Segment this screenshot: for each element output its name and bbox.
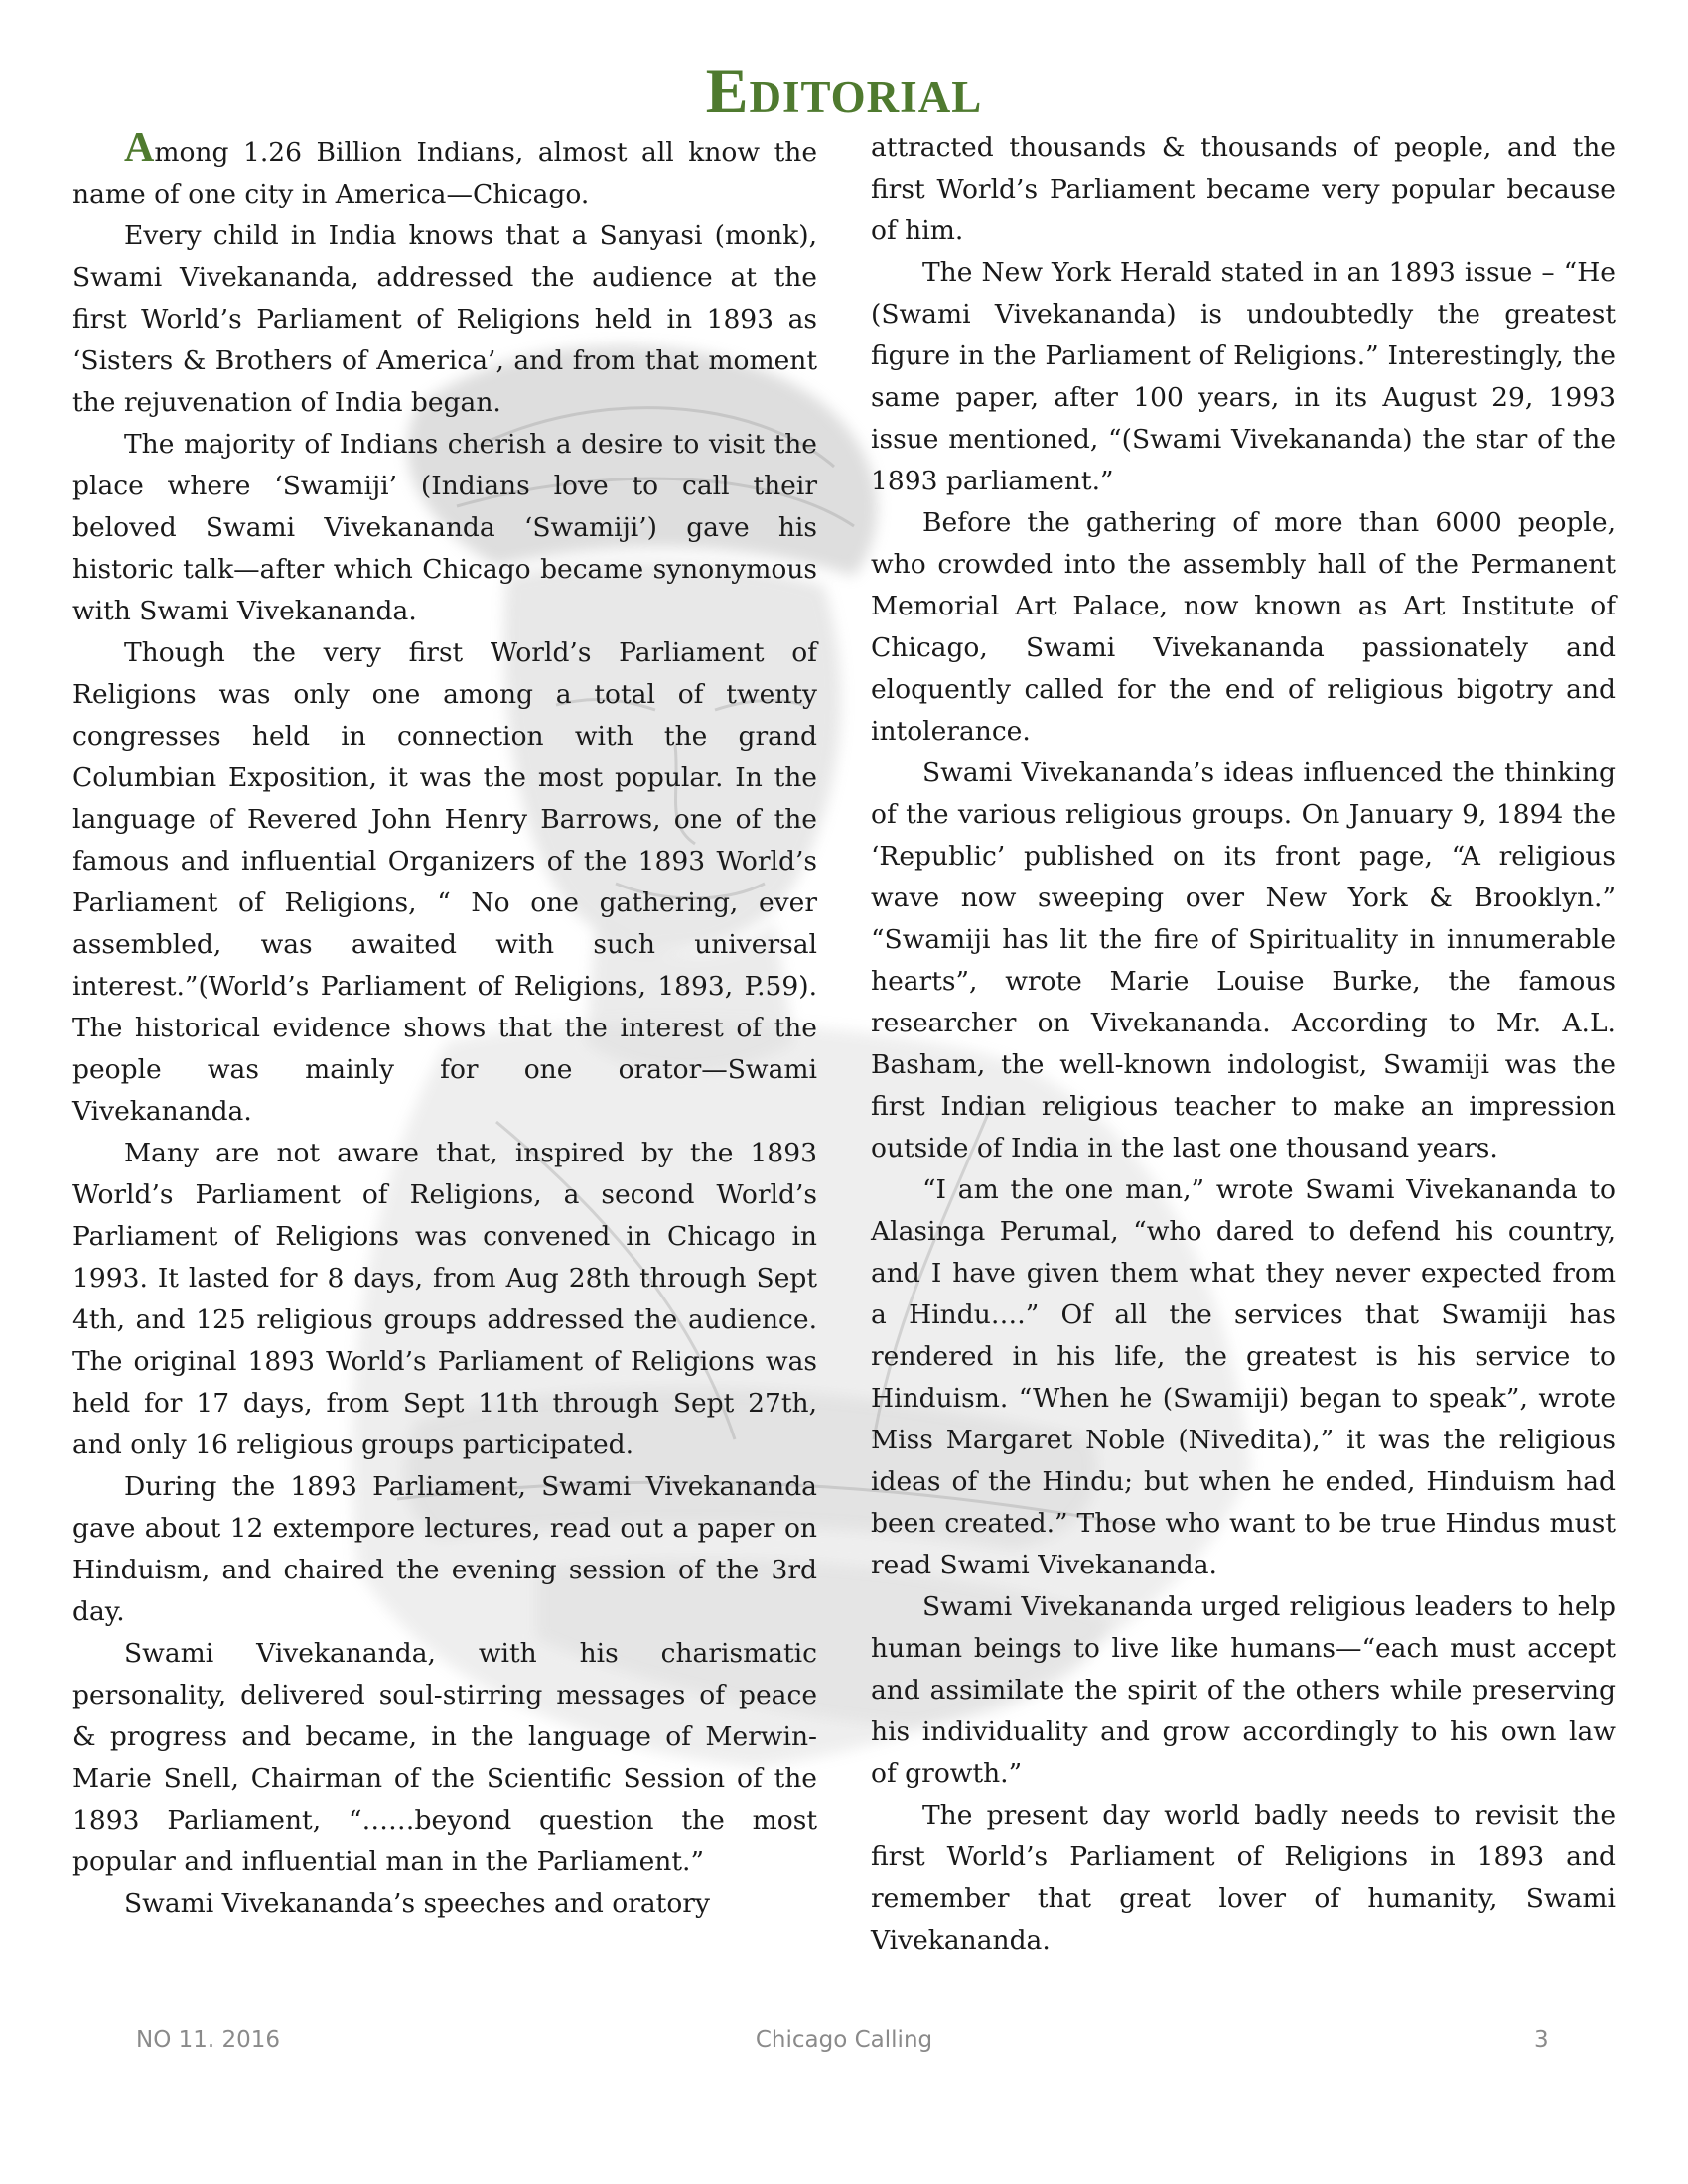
article-paragraph-5: Many are not aware that, inspired by the 1893 World’s Parliament of Religions, a second World’s Parliament of Religions was convened in Chicago in 1993. It lasted for 8 days, from Aug 28th through Sept 4th, and 125 religious groups addressed the audience. The original 1893 World’s Parliament of Religions was held for 17 days, from Sept 11th through Sept 27th, and only 16 religious groups participated. [72,1138,817,1460]
page-footer [0,2027,1688,2061]
paragraph-text: mong 1.26 Billion Indians, almost all know the name of one city in America—Chicago. [72,137,817,209]
article-paragraph-4: Though the very first World’s Parliament of Religions was only one among a total of twenty congresses held in connection with the grand Columbian Exposition, it was the most popular. In the language of Revered John Henry Barrows, one of the famous and influential Organizers of the 1893 World’s Parliament of Religions, “ No one gathering, ever assembled, was awaited with such universal interest.”(World’s Parliament of Religions, 1893, P.59). The historical evidence shows that the interest of the people was mainly for one orator—Swami Vivekananda. [72,637,817,1127]
article-paragraph-13: Swami Vivekananda urged religious leaders to help human beings to live like humans—“each must accept and assimilate the spirit of the others while preserving his individuality and grow accordingly to his own law of growth.” [871,1591,1616,1789]
article-paragraph-6: During the 1893 Parliament, Swami Vivekananda gave about 12 extempore lectures, read out a paper on Hinduism, and chaired the evening session of the 3rd day. [72,1471,817,1627]
drop-cap: A [124,125,155,171]
article-paragraph-9: The New York Herald stated in an 1893 issue – “He (Swami Vivekananda) is undoubtedly the greatest figure in the Parliament of Religions.” Interestingly, the same paper, after 100 years, in its August 29, 1993 issue mentioned, “(Swami Vivekananda) the star of the 1893 parliament.” [871,257,1616,496]
footer-page-number: 3 [1534,2027,1549,2053]
article-paragraph-8: Swami Vivekananda’s speeches and oratory [124,1888,710,1919]
article-paragraph-7: Swami Vivekananda, with his charismatic personality, delivered soul-stirring messages of peace & progress and became, in the language of Merwin-Marie Snell, Chairman of the Scientific Session of the 1893 Parliament, “……beyond question the most popular and influential man in the Parliament.” [72,1638,817,1877]
footer-issue: NO 11. 2016 [136,2027,281,2053]
footer-publication: Chicago Calling [755,2027,933,2053]
article-paragraph-2: Every child in India knows that a Sanyasi (monk), Swami Vivekananda, addressed the audience at the first World’s Parliament of Religions held in 1893 as ‘Sisters & Brothers of America’, and from that moment the rejuvenation of India began. [72,220,817,418]
article-paragraph-8-continued: attracted thousands & thousands of people, and the first World’s Parliament became very popular because of him. [871,132,1616,246]
left-column [72,127,817,1925]
article-paragraph-14: The present day world badly needs to revisit the first World’s Parliament of Religions in 1893 and remember that great lover of humanity, Swami Vivekananda. [871,1800,1616,1956]
article-paragraph-3: The majority of Indians cherish a desire to visit the place where ‘Swamiji’ (Indians love to call their beloved Swami Vivekananda ‘Swamiji’) gave his historic talk—after which Chicago became synonymous with Swami Vivekananda. [72,429,817,626]
article-paragraph-10: Before the gathering of more than 6000 people, who crowded into the assembly hall of the Permanent Memorial Art Palace, now known as Art Institute of Chicago, Swami Vivekananda passionately and eloquently called for the end of religious bigotry and intolerance. [871,507,1616,747]
article-paragraph-11: Swami Vivekananda’s ideas influenced the thinking of the various religious groups. On January 9, 1894 the ‘Republic’ published on its front page, “A religious wave now sweeping over New York & Brooklyn.” “Swamiji has lit the fire of Spirituality in innumerable hearts”, wrote Marie Louise Burke, the famous researcher on Vivekananda. According to Mr. A.L. Basham, the well-known indologist, Swamiji was the first Indian religious teacher to make an impression outside of India in the last one thousand years. [871,757,1616,1163]
article-paragraph-12: “I am the one man,” wrote Swami Vivekananda to Alasinga Perumal, “who dared to defend his country, and I have given them what they never expected from a Hindu….” Of all the services that Swamiji has rendered in his life, the greatest is his service to Hinduism. “When he (Swamiji) began to speak”, wrote Miss Margaret Noble (Nivedita),” it was the religious ideas of the Hindu; but when he ended, Hinduism had been created.” Those who want to be true Hindus must read Swami Vivekananda. [871,1174,1616,1580]
page-title: Editorial [705,56,983,126]
right-column [871,127,1616,1962]
article-paragraph-1 [72,127,817,215]
